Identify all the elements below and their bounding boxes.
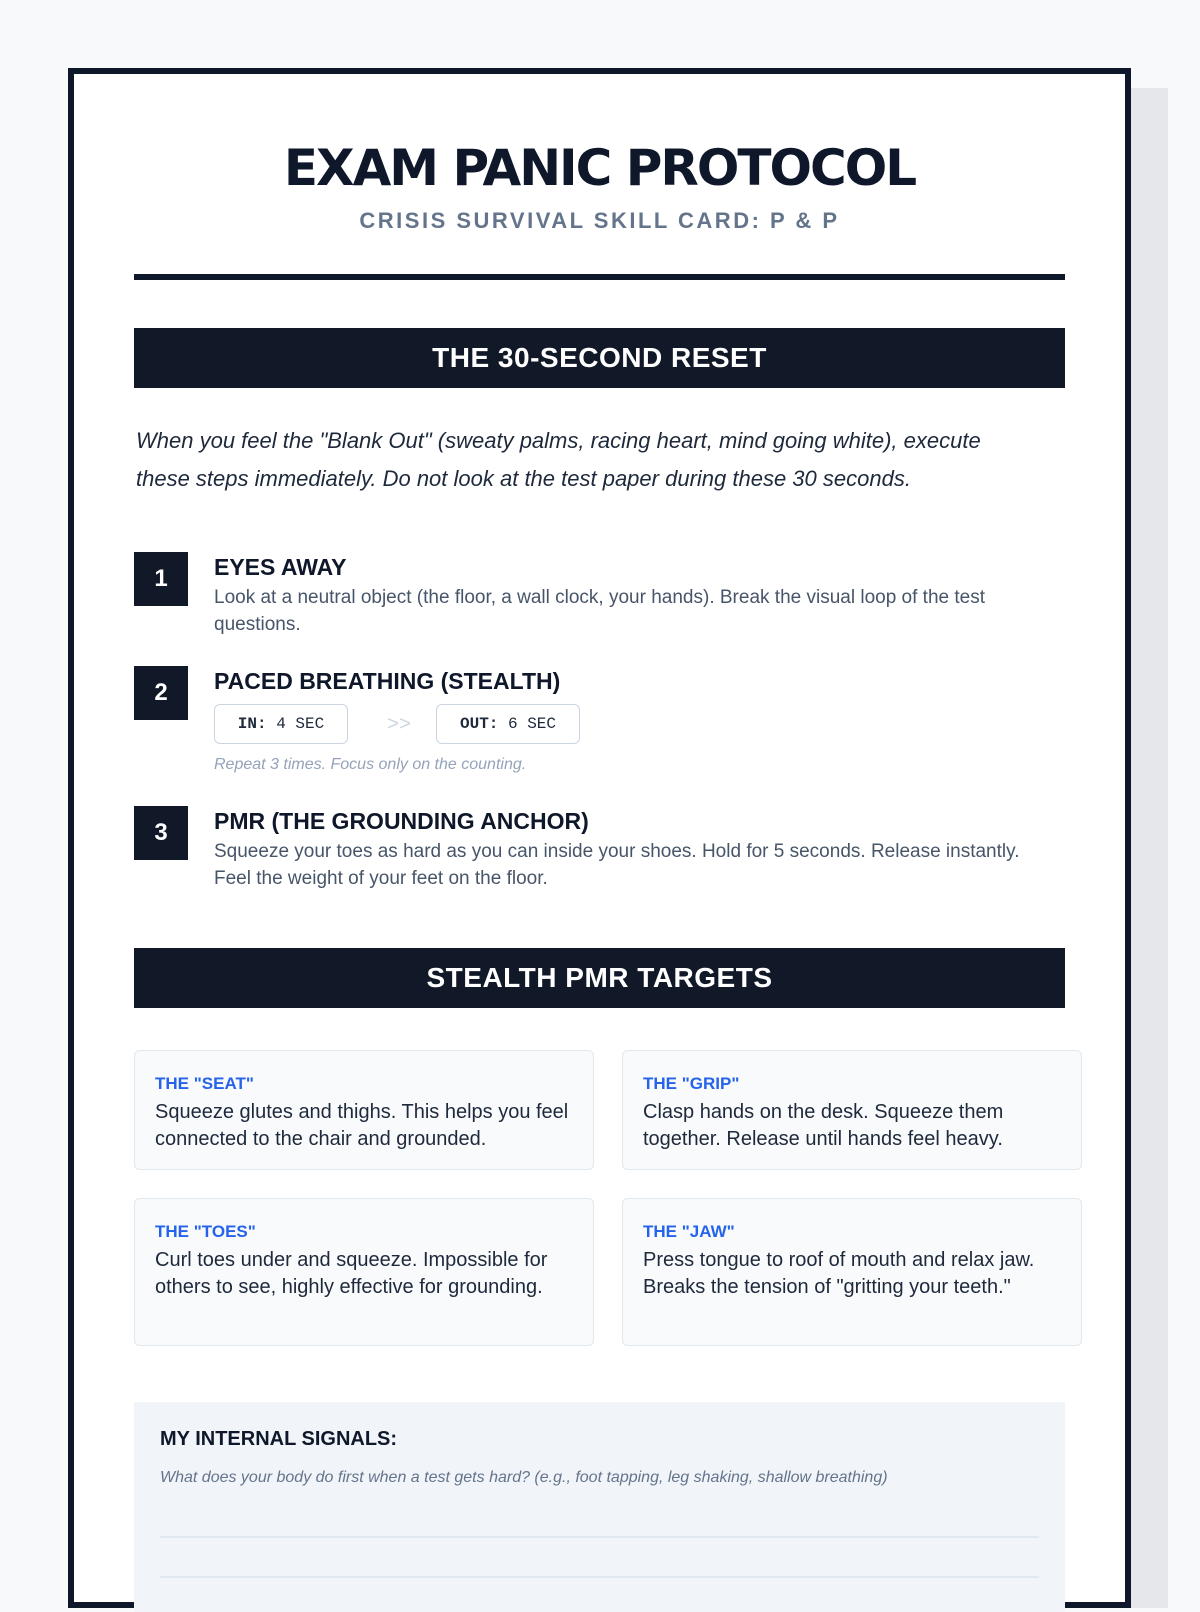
breathing-pattern — [214, 704, 1045, 746]
inhale-label: IN: — [237, 715, 267, 733]
breathing-note: Repeat 3 times. Focus only on the counting. — [214, 756, 527, 773]
target-text: Clasp hands on the desk. Squeeze them together. Release until hands feel heavy. — [643, 1101, 1004, 1150]
target-text: Press tongue to roof of mouth and relax jaw. Breaks the tension of "gritting your teeth." — [643, 1249, 1035, 1298]
step-body — [214, 806, 1045, 892]
target-label: THE "JAW" — [643, 1222, 735, 1241]
step-text: Look at a neutral object (the floor, a wall clock, your hands). Break the visual loop of the test questions. — [214, 587, 985, 635]
signals-title: MY INTERNAL SIGNALS: — [160, 1428, 398, 1450]
arrow-icon: >> — [386, 714, 411, 737]
target-label: THE "TOES" — [155, 1222, 256, 1241]
exhale-value: 6 SEC — [508, 715, 557, 733]
target-label: THE "SEAT" — [155, 1074, 254, 1093]
page-title: EXAM PANIC PROTOCOL — [283, 139, 916, 197]
target-text: Squeeze glutes and thighs. This helps you feel connected to the chair and grounded. — [155, 1101, 569, 1150]
target-card-jaw — [622, 1198, 1082, 1346]
step-number: 3 — [134, 806, 188, 860]
target-card-seat — [134, 1050, 594, 1170]
step-title: PMR (THE GROUNDING ANCHOR) — [214, 808, 589, 834]
step-number: 1 — [134, 552, 188, 606]
exhale-box — [436, 704, 580, 744]
internal-signals-box — [134, 1402, 1065, 1612]
step-body — [214, 666, 1045, 774]
section-heading-targets: STEALTH PMR TARGETS — [134, 948, 1065, 1008]
target-card-toes — [134, 1198, 594, 1346]
inhale-value: 4 SEC — [276, 715, 325, 733]
section-heading-reset: THE 30-SECOND RESET — [134, 328, 1065, 388]
page-subtitle: CRISIS SURVIVAL SKILL CARD: P & P — [359, 208, 840, 233]
writing-line[interactable] — [160, 1576, 1039, 1578]
skill-card — [68, 68, 1131, 1608]
target-card-grip — [622, 1050, 1082, 1170]
target-label: THE "GRIP" — [643, 1074, 740, 1093]
exhale-label: OUT: — [459, 715, 499, 733]
inhale-box — [214, 704, 348, 744]
step-title: EYES AWAY — [214, 554, 347, 580]
reset-intro: When you feel the "Blank Out" (sweaty palms, racing heart, mind going white), execute these steps immediately. Do not look at the test paper during these 30 seconds. — [136, 428, 981, 491]
writing-line[interactable] — [160, 1536, 1039, 1538]
step-number: 2 — [134, 666, 188, 720]
signals-prompt: What does your body do first when a test gets hard? (e.g., foot tapping, leg shaking, shallow breathing) — [160, 1469, 888, 1486]
step-title: PACED BREATHING (STEALTH) — [214, 668, 561, 694]
target-text: Curl toes under and squeeze. Impossible for others to see, highly effective for grounding. — [155, 1249, 548, 1298]
title-divider — [134, 274, 1065, 280]
step-body — [214, 552, 1045, 638]
step-text: Squeeze your toes as hard as you can inside your shoes. Hold for 5 seconds. Release instantly. Feel the weight of your feet on the floor. — [214, 841, 1020, 889]
